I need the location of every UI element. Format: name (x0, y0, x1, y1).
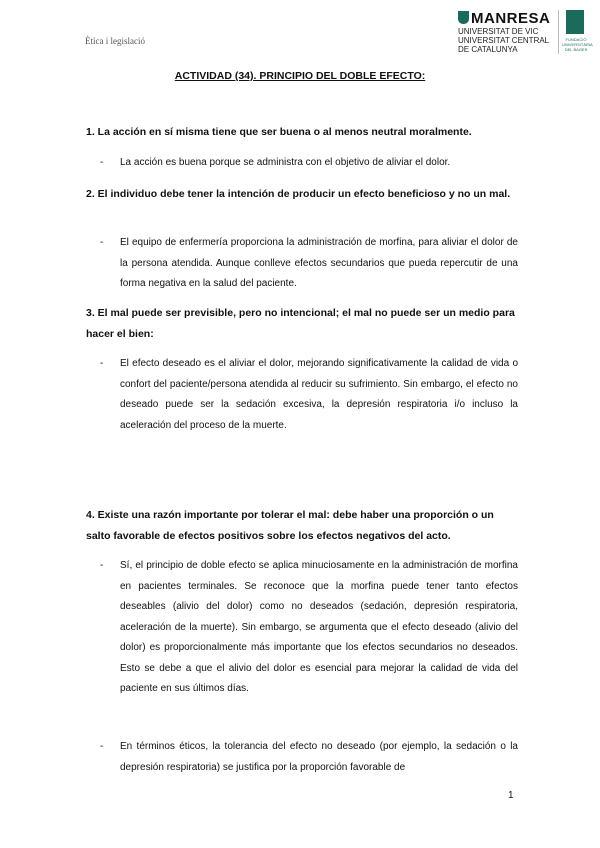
section-3-item-1 (100, 354, 518, 436)
foundation-emblem-icon (566, 10, 584, 34)
item-text: La acción es buena porque se administra con el objetivo de aliviar el dolor. (120, 157, 451, 168)
logo-brand (458, 10, 550, 27)
logo-line-1: UNIVERSITAT DE VIC (458, 27, 539, 36)
section-4-item-1 (100, 556, 518, 700)
foundation-emblem-text: FUNDACIÓ UNIVERSITÀRIA DEL BAGES (562, 37, 593, 52)
section-1-item-1 (100, 153, 518, 174)
logo-divider (558, 10, 559, 54)
logo-line-2: UNIVERSITAT CENTRAL (458, 36, 550, 45)
logo-brand-text: MANRESA (471, 10, 551, 27)
logo-subtitle (458, 27, 549, 54)
logo-u-icon (458, 11, 469, 24)
item-text: Sí, el principio de doble efecto se aplica minuciosamente en la administración de morfina en pacientes terminales. Se reconoce que la morfina puede tener tanto efectos deseables (alivio del dolor) como no deseados (sedación, depresión respiratoria, aceleración de la muerte). Sin embargo, se argumenta que el efecto deseado (alivio del dolor) es proporcionalmente más importante que los efectos secundarios no deseados. Esto se debe a que el alivio del dolor es esencial para mejorar la calidad de vida del paciente en sus últimos días. (120, 560, 518, 694)
logo-line-3: DE CATALUNYA (458, 45, 518, 54)
item-text: En términos éticos, la tolerancia del efecto no deseado (por ejemplo, la sedación o la depresión respiratoria) se justifica por la proporción favorable de (120, 741, 518, 773)
bullet-dash: - (100, 560, 104, 571)
section-4-heading: 4. Existe una razón importante por tolerar el mal: debe haber una proporción o un salto favorable de efectos positivos sobre los efectos negativos del acto. (86, 509, 494, 542)
bullet-dash: - (100, 237, 104, 248)
university-logo (458, 10, 594, 56)
page-number: 1 (508, 790, 514, 801)
bullet-dash: - (100, 741, 104, 752)
document-title: ACTIVIDAD (34). PRINCIPIO DEL DOBLE EFECTO: (174, 70, 426, 82)
section-4-item-2 (100, 737, 518, 778)
section-2-heading: 2. El individuo debe tener la intención de producir un efecto beneficioso y no un mal. (86, 188, 511, 200)
section-3-heading: 3. El mal puede ser previsible, pero no intencional; el mal no puede ser un medio para hacer el bien: (86, 307, 515, 340)
item-text: El efecto deseado es el aliviar el dolor, mejorando significativamente la calidad de vida o confort del paciente/persona atendida al reducir su sufrimiento. Sin embargo, el efecto no deseado puede ser la sedación excesiva, la depresión respiratoria i/o incluso la aceleración del proceso de la muerte. (120, 358, 518, 431)
section-1-heading: 1. La acción en sí misma tiene que ser buena o al menos neutral moralmente. (86, 126, 472, 138)
section-2-item-1 (100, 233, 518, 295)
bullet-dash: - (100, 157, 104, 168)
item-text: El equipo de enfermería proporciona la administración de morfina, para aliviar el dolor de la persona atendida. Aunque conlleve efectos secundarios que pueda repercutir de una forma negativa en la salud del paciente. (120, 237, 518, 289)
header-left-text: Ètica i legislació (85, 36, 145, 46)
bullet-dash: - (100, 358, 104, 369)
